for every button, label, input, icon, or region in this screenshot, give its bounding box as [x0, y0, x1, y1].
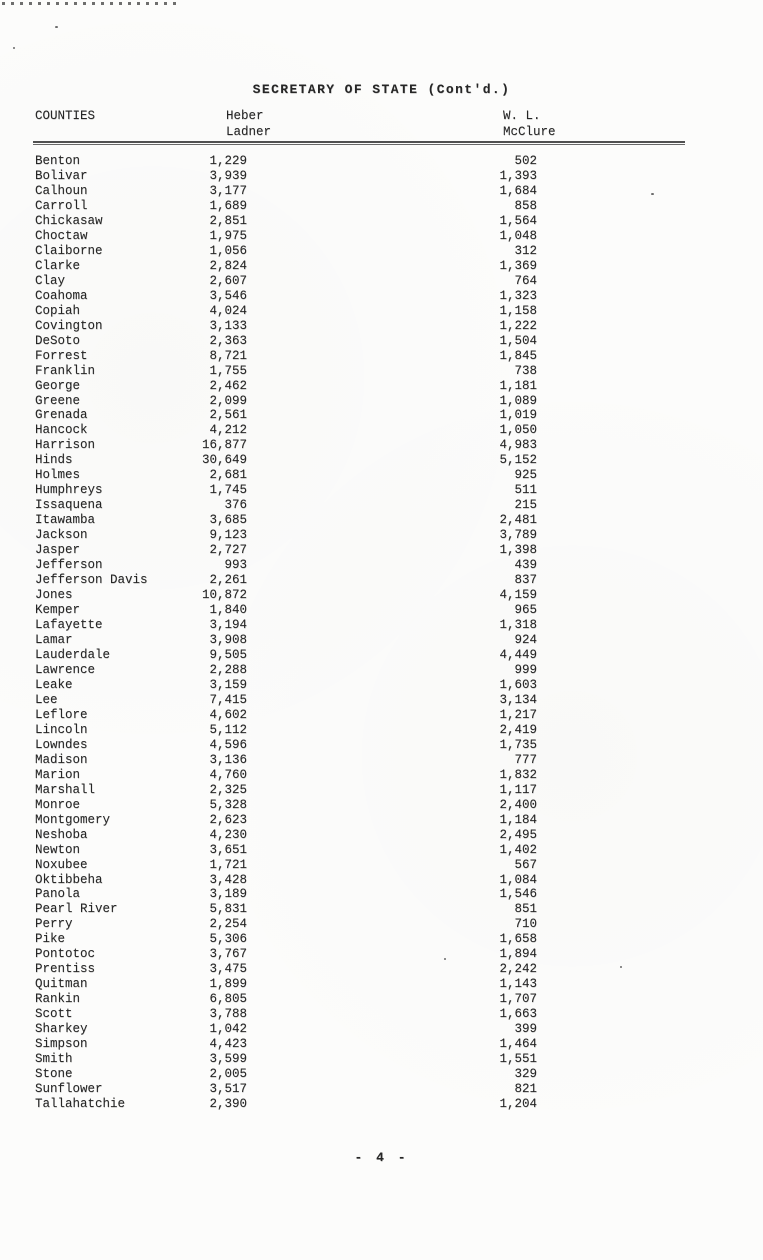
table-row [35, 768, 575, 783]
county-name: Calhoun [35, 183, 88, 198]
county-name: Lowndes [35, 737, 88, 752]
candidate2-initials: W. L. [503, 109, 541, 123]
ladner-votes: 1,745 [209, 483, 247, 498]
mcclure-votes: 1,089 [499, 393, 537, 408]
table-row [35, 783, 575, 798]
mcclure-votes: 837 [514, 573, 537, 588]
county-name: Coahoma [35, 288, 88, 303]
ladner-votes: 3,428 [209, 872, 247, 887]
mcclure-votes: 1,735 [499, 737, 537, 752]
county-name: Clay [35, 273, 66, 288]
page-title: SECRETARY OF STATE (Cont'd.) [252, 82, 511, 97]
ladner-votes: 30,649 [201, 453, 247, 468]
ladner-votes: 1,840 [209, 603, 247, 618]
ladner-votes: 1,899 [209, 977, 247, 992]
ladner-votes: 4,212 [209, 423, 247, 438]
county-name: Newton [35, 842, 81, 857]
county-name: Madison [35, 752, 88, 767]
ladner-votes: 2,561 [209, 408, 247, 423]
ladner-votes: 2,363 [209, 333, 247, 348]
table-row [35, 483, 575, 498]
mcclure-votes: 1,084 [499, 872, 537, 887]
mcclure-votes: 1,894 [499, 947, 537, 962]
ladner-votes: 2,099 [209, 393, 247, 408]
table-row [35, 947, 575, 962]
ladner-votes: 2,288 [209, 662, 247, 677]
table-row [35, 828, 575, 843]
table-row [35, 438, 575, 453]
county-name: Lincoln [35, 722, 88, 737]
county-name: Scott [35, 1007, 73, 1022]
table-row [35, 1052, 575, 1067]
mcclure-votes: 1,398 [499, 543, 537, 558]
mcclure-votes: 2,495 [499, 827, 537, 842]
mcclure-votes: 567 [514, 857, 537, 872]
county-name: Kemper [35, 603, 81, 618]
mcclure-votes: 965 [514, 603, 537, 618]
ladner-votes: 3,194 [209, 618, 247, 633]
mcclure-votes: 502 [514, 154, 537, 168]
mcclure-votes: 1,832 [499, 767, 537, 782]
mcclure-votes: 1,158 [499, 303, 537, 318]
table-row [35, 1022, 575, 1037]
mcclure-votes: 1,464 [499, 1037, 537, 1052]
table-row [35, 169, 575, 184]
county-name: Panola [35, 887, 81, 902]
column-header-counties: COUNTIES [35, 109, 96, 123]
county-name: Jefferson Davis [35, 573, 148, 588]
mcclure-votes: 1,504 [499, 333, 537, 348]
table-row [35, 843, 575, 858]
table-row [35, 603, 575, 618]
mcclure-votes: 851 [514, 902, 537, 917]
ladner-votes: 5,328 [209, 797, 247, 812]
ladner-votes: 993 [224, 558, 247, 573]
ladner-votes: 2,623 [209, 812, 247, 827]
table-row [35, 887, 575, 902]
ladner-votes: 4,596 [209, 737, 247, 752]
table-row [35, 902, 575, 917]
mcclure-votes: 511 [514, 483, 537, 498]
ladner-votes: 8,721 [209, 348, 247, 363]
table-row [35, 184, 575, 199]
ladner-votes: 1,229 [209, 154, 247, 168]
mcclure-votes: 1,204 [499, 1097, 537, 1112]
table-row [35, 513, 575, 528]
table-row [35, 813, 575, 828]
county-name: Lee [35, 692, 58, 707]
mcclure-votes: 710 [514, 917, 537, 932]
ladner-votes: 3,517 [209, 1082, 247, 1097]
county-name: Lafayette [35, 618, 103, 633]
county-name: Rankin [35, 992, 81, 1007]
mcclure-votes: 858 [514, 198, 537, 213]
column-header-ladner [226, 108, 271, 140]
table-body [35, 154, 575, 1112]
table-row [35, 693, 575, 708]
county-name: Prentiss [35, 962, 96, 977]
table-row [35, 1037, 575, 1052]
column-header-mcclure [503, 108, 556, 140]
mcclure-votes: 1,019 [499, 408, 537, 423]
mcclure-votes: 1,663 [499, 1007, 537, 1022]
county-name: Harrison [35, 438, 96, 453]
county-name: Grenada [35, 408, 88, 423]
county-name: Sharkey [35, 1022, 88, 1037]
page-number: - 4 - [354, 1150, 409, 1165]
county-name: Carroll [35, 198, 88, 213]
county-name: Marshall [35, 782, 96, 797]
ladner-votes: 3,475 [209, 962, 247, 977]
scan-speck [13, 47, 15, 49]
ladner-votes: 1,975 [209, 228, 247, 243]
ladner-votes: 3,651 [209, 842, 247, 857]
table-row [35, 858, 575, 873]
mcclure-votes: 1,393 [499, 168, 537, 183]
table-row [35, 468, 575, 483]
county-name: Jasper [35, 543, 81, 558]
county-name: Chickasaw [35, 213, 103, 228]
county-name: Itawamba [35, 513, 96, 528]
ladner-votes: 2,254 [209, 917, 247, 932]
county-name: Greene [35, 393, 81, 408]
mcclure-votes: 1,048 [499, 228, 537, 243]
scan-artifact-dotted-line [2, 2, 180, 5]
county-name: Jackson [35, 528, 88, 543]
ladner-votes: 3,133 [209, 318, 247, 333]
table-row [35, 723, 575, 738]
county-name: Leake [35, 677, 73, 692]
mcclure-votes: 1,222 [499, 318, 537, 333]
table-row [35, 423, 575, 438]
mcclure-votes: 2,419 [499, 722, 537, 737]
table-row [35, 753, 575, 768]
mcclure-votes: 1,658 [499, 932, 537, 947]
county-name: Tallahatchie [35, 1097, 126, 1112]
county-name: Hancock [35, 423, 88, 438]
table-row [35, 992, 575, 1007]
table-row [35, 977, 575, 992]
table-row [35, 1097, 575, 1112]
table-row [35, 573, 575, 588]
county-name: George [35, 378, 81, 393]
table-row [35, 408, 575, 423]
county-name: Stone [35, 1067, 73, 1082]
table-row [35, 558, 575, 573]
county-name: Perry [35, 917, 73, 932]
mcclure-votes: 821 [514, 1082, 537, 1097]
table-row [35, 349, 575, 364]
county-name: Simpson [35, 1037, 88, 1052]
county-name: Covington [35, 318, 103, 333]
table-row [35, 1007, 575, 1022]
ladner-votes: 2,005 [209, 1067, 247, 1082]
mcclure-votes: 2,242 [499, 962, 537, 977]
ladner-votes: 3,159 [209, 677, 247, 692]
county-name: Monroe [35, 797, 81, 812]
ladner-votes: 1,042 [209, 1022, 247, 1037]
table-row [35, 199, 575, 214]
mcclure-votes: 1,143 [499, 977, 537, 992]
mcclure-votes: 1,184 [499, 812, 537, 827]
ladner-votes: 4,423 [209, 1037, 247, 1052]
table-row [35, 214, 575, 229]
mcclure-votes: 312 [514, 243, 537, 258]
table-row [35, 917, 575, 932]
candidate2-last-name: McClure [503, 125, 556, 139]
mcclure-votes: 3,134 [499, 692, 537, 707]
county-name: Sunflower [35, 1082, 103, 1097]
table-row [35, 932, 575, 947]
table-row [35, 648, 575, 663]
county-name: Copiah [35, 303, 81, 318]
ladner-votes: 3,136 [209, 752, 247, 767]
ladner-votes: 9,505 [209, 647, 247, 662]
ladner-votes: 1,056 [209, 243, 247, 258]
county-name: Jefferson [35, 558, 103, 573]
county-name: Leflore [35, 707, 88, 722]
ladner-votes: 3,939 [209, 168, 247, 183]
mcclure-votes: 4,983 [499, 438, 537, 453]
mcclure-votes: 1,551 [499, 1052, 537, 1067]
ladner-votes: 9,123 [209, 528, 247, 543]
scan-speck [620, 966, 622, 968]
county-name: Humphreys [35, 483, 103, 498]
county-name: Lamar [35, 633, 73, 647]
mcclure-votes: 924 [514, 633, 537, 647]
county-name: Bolivar [35, 168, 88, 183]
county-name: Jones [35, 588, 73, 603]
ladner-votes: 2,261 [209, 573, 247, 588]
ladner-votes: 5,306 [209, 932, 247, 947]
mcclure-votes: 1,546 [499, 887, 537, 902]
ladner-votes: 3,767 [209, 947, 247, 962]
mcclure-votes: 4,449 [499, 647, 537, 662]
ladner-votes: 2,824 [209, 258, 247, 273]
ladner-votes: 2,607 [209, 273, 247, 288]
ladner-votes: 4,024 [209, 303, 247, 318]
county-name: Lawrence [35, 662, 96, 677]
scan-speck [55, 26, 58, 28]
county-name: Montgomery [35, 812, 111, 827]
ladner-votes: 3,788 [209, 1007, 247, 1022]
mcclure-votes: 1,323 [499, 288, 537, 303]
mcclure-votes: 1,684 [499, 183, 537, 198]
table-row [35, 334, 575, 349]
table-row [35, 453, 575, 468]
ladner-votes: 2,390 [209, 1097, 247, 1112]
county-name: Noxubee [35, 857, 88, 872]
mcclure-votes: 925 [514, 468, 537, 483]
mcclure-votes: 2,400 [499, 797, 537, 812]
ladner-votes: 2,462 [209, 378, 247, 393]
table-row [35, 274, 575, 289]
ladner-votes: 1,755 [209, 363, 247, 378]
ladner-votes: 2,727 [209, 543, 247, 558]
mcclure-votes: 1,564 [499, 213, 537, 228]
table-row [35, 379, 575, 394]
mcclure-votes: 1,707 [499, 992, 537, 1007]
mcclure-votes: 1,402 [499, 842, 537, 857]
mcclure-votes: 1,117 [499, 782, 537, 797]
county-name: DeSoto [35, 333, 81, 348]
county-name: Claiborne [35, 243, 103, 258]
mcclure-votes: 1,369 [499, 258, 537, 273]
mcclure-votes: 5,152 [499, 453, 537, 468]
ladner-votes: 5,831 [209, 902, 247, 917]
candidate1-last-name: Ladner [226, 125, 272, 139]
ladner-votes: 16,877 [201, 438, 247, 453]
county-name: Pearl River [35, 902, 118, 917]
mcclure-votes: 764 [514, 273, 537, 288]
table-row [35, 962, 575, 977]
ladner-votes: 2,681 [209, 468, 247, 483]
table-row [35, 633, 575, 648]
county-name: Choctaw [35, 228, 88, 243]
table-row [35, 708, 575, 723]
table-row [35, 394, 575, 409]
county-name: Forrest [35, 348, 88, 363]
county-name: Lauderdale [35, 647, 111, 662]
mcclure-votes: 1,050 [499, 423, 537, 438]
mcclure-votes: 4,159 [499, 588, 537, 603]
ladner-votes: 3,599 [209, 1052, 247, 1067]
table-row [35, 364, 575, 379]
table-row [35, 259, 575, 274]
mcclure-votes: 999 [514, 662, 537, 677]
ladner-votes: 1,689 [209, 198, 247, 213]
ladner-votes: 4,230 [209, 827, 247, 842]
ladner-votes: 4,760 [209, 767, 247, 782]
mcclure-votes: 399 [514, 1022, 537, 1037]
table-row [35, 588, 575, 603]
mcclure-votes: 1,181 [499, 378, 537, 393]
table-row [35, 498, 575, 513]
ladner-votes: 1,721 [209, 857, 247, 872]
table-row [35, 618, 575, 633]
table-row [35, 798, 575, 813]
county-name: Franklin [35, 363, 96, 378]
table-row [35, 1067, 575, 1082]
table-row [35, 1082, 575, 1097]
ladner-votes: 4,602 [209, 707, 247, 722]
table-row [35, 229, 575, 244]
ladner-votes: 376 [224, 498, 247, 513]
county-name: Pike [35, 932, 66, 947]
table-row [35, 528, 575, 543]
table-row [35, 154, 575, 169]
ladner-votes: 10,872 [201, 588, 247, 603]
mcclure-votes: 777 [514, 752, 537, 767]
table-row [35, 738, 575, 753]
ladner-votes: 3,189 [209, 887, 247, 902]
mcclure-votes: 1,845 [499, 348, 537, 363]
county-name: Benton [35, 154, 81, 168]
header-underline-rule [33, 141, 685, 145]
mcclure-votes: 1,318 [499, 618, 537, 633]
mcclure-votes: 2,481 [499, 513, 537, 528]
county-name: Holmes [35, 468, 81, 483]
county-name: Neshoba [35, 827, 88, 842]
table-row [35, 319, 575, 334]
candidate1-first-name: Heber [226, 109, 264, 123]
ladner-votes: 3,685 [209, 513, 247, 528]
table-row [35, 289, 575, 304]
mcclure-votes: 439 [514, 558, 537, 573]
mcclure-votes: 1,603 [499, 677, 537, 692]
ladner-votes: 5,112 [209, 722, 247, 737]
mcclure-votes: 3,789 [499, 528, 537, 543]
ladner-votes: 6,805 [209, 992, 247, 1007]
ladner-votes: 7,415 [209, 692, 247, 707]
mcclure-votes: 1,217 [499, 707, 537, 722]
county-name: Hinds [35, 453, 73, 468]
ladner-votes: 3,908 [209, 633, 247, 647]
mcclure-votes: 329 [514, 1067, 537, 1082]
ladner-votes: 2,851 [209, 213, 247, 228]
mcclure-votes: 215 [514, 498, 537, 513]
county-name: Quitman [35, 977, 88, 992]
table-row [35, 663, 575, 678]
ladner-votes: 3,177 [209, 183, 247, 198]
county-name: Pontotoc [35, 947, 96, 962]
county-name: Issaquena [35, 498, 103, 513]
table-row [35, 543, 575, 558]
county-name: Smith [35, 1052, 73, 1067]
table-row [35, 304, 575, 319]
county-name: Clarke [35, 258, 81, 273]
mcclure-votes: 738 [514, 363, 537, 378]
table-row [35, 873, 575, 888]
county-name: Marion [35, 767, 81, 782]
county-name: Oktibbeha [35, 872, 103, 887]
table-row [35, 678, 575, 693]
ladner-votes: 2,325 [209, 782, 247, 797]
scan-speck [651, 193, 654, 195]
table-row [35, 244, 575, 259]
ladner-votes: 3,546 [209, 288, 247, 303]
